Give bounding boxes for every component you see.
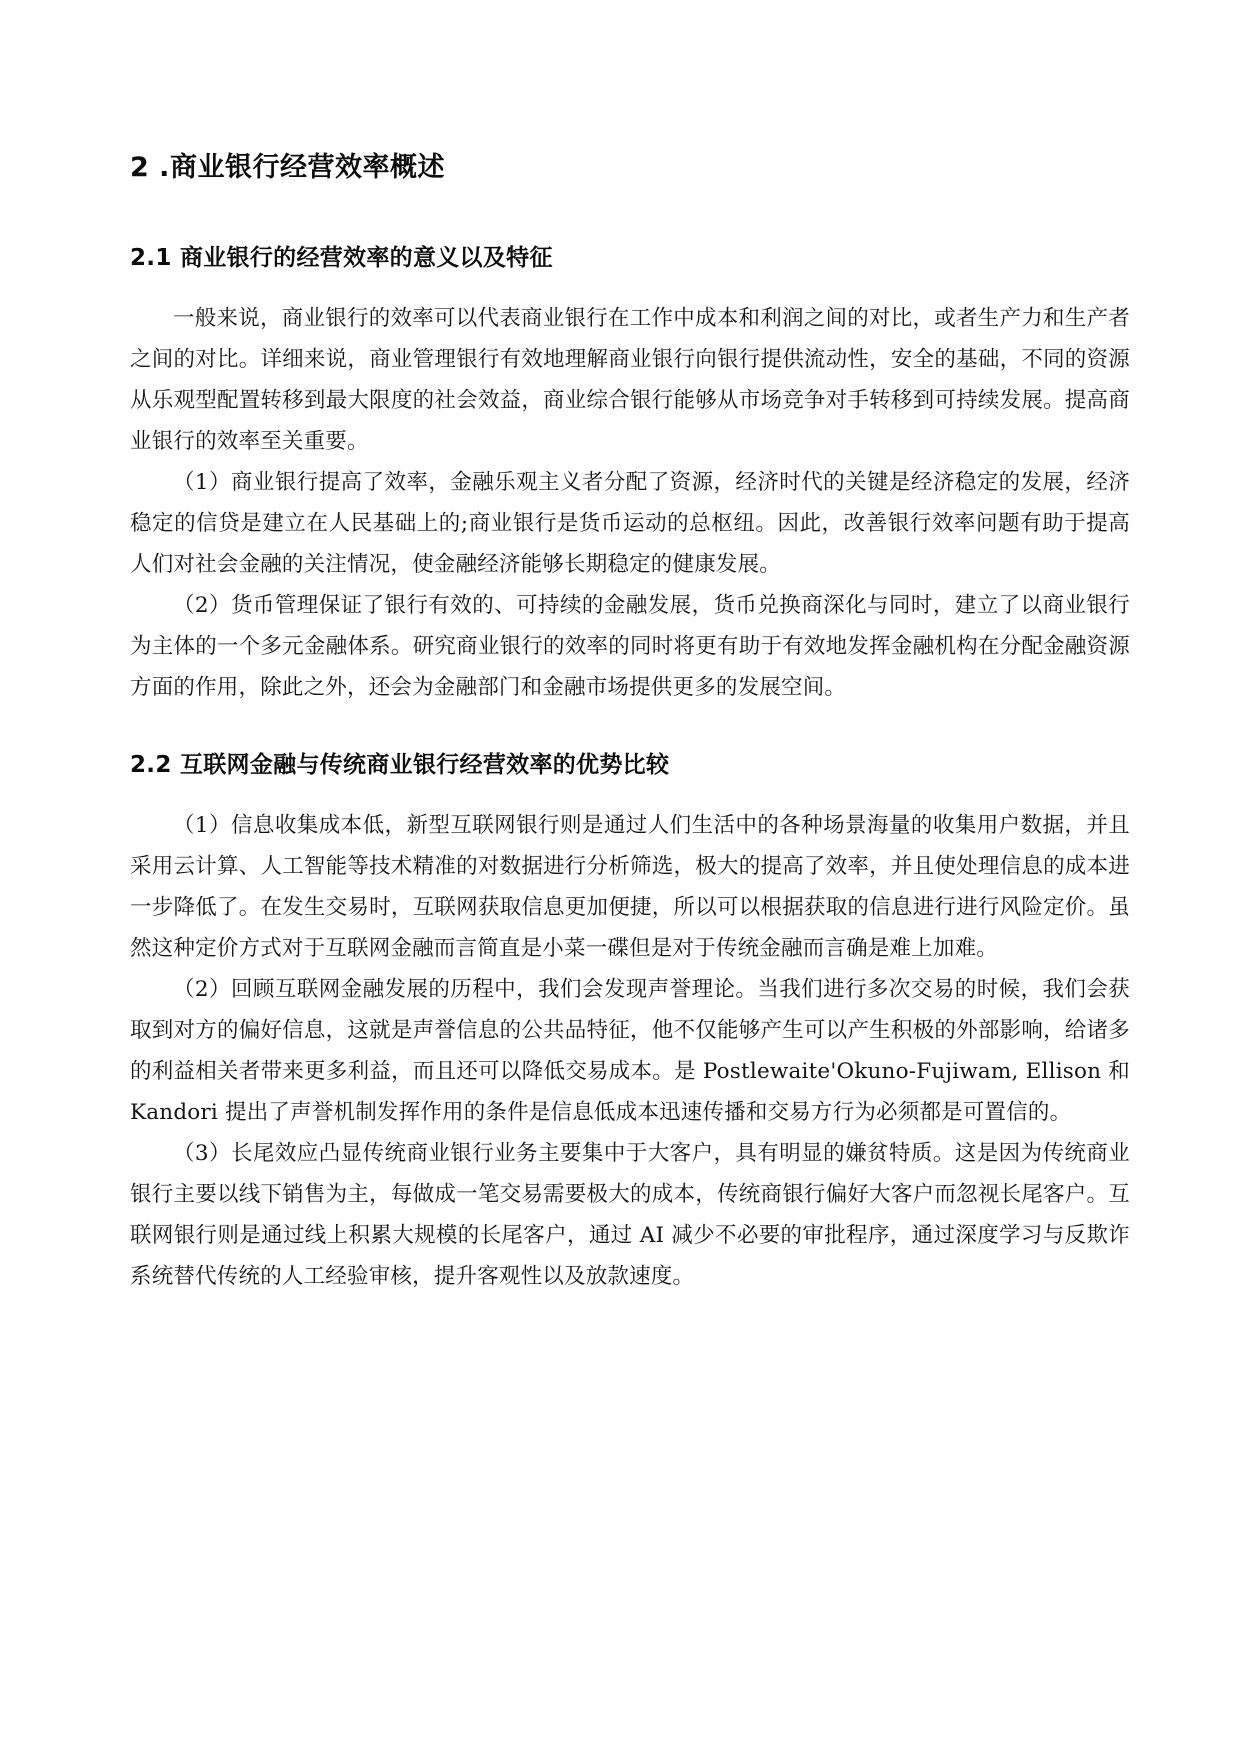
paragraph: （1）信息收集成本低，新型互联网银行则是通过人们生活中的各种场景海量的收集用户数据，并且采用云计算、人工智能等技术精准的对数据进行分析筛选，极大的提高了效率，并且使处理信息的成本进一步降低了。在发生交易时，互联网获取信息更加便捷，所以可以根据获取的信息进行进行风险定价。虽然这种定价方式对于互联网金融而言简直是小菜一碟但是对于传统金融而言确是难上加难。 (130, 813, 1130, 962)
paragraph: 一般来说，商业银行的效率可以代表商业银行在工作中成本和利润之间的对比，或者生产力和生产者之间的对比。详细来说，商业管理银行有效地理解商业银行向银行提供流动性，安全的基础，不同的资源从乐观型配置转移到最大限度的社会效益，商业综合银行能够从市场竞争对手转移到可持续发展。提高商业银行的效率至关重要。 (130, 306, 1130, 455)
section-2-1 (130, 243, 1130, 708)
paragraph: （1）商业银行提高了效率，金融乐观主义者分配了资源，经济时代的关键是经济稳定的发展，经济稳定的信贷是建立在人民基础上的;商业银行是货币运动的总枢纽。因此，改善银行效率问题有助于提高人们对社会金融的关注情况，使金融经济能够长期稳定的健康发展。 (130, 470, 1130, 578)
paragraph: （3）长尾效应凸显传统商业银行业务主要集中于大客户，具有明显的嫌贫特质。这是因为传统商业银行主要以线下销售为主，每做成一笔交易需要极大的成本，传统商银行偏好大客户而忽视长尾客户。互联网银行则是通过线上积累大规模的长尾客户，通过 AI 减少不必要的审批程序，通过深度学习与反欺诈系统替代传统的人工经验审核，提升客观性以及放款速度。 (130, 1141, 1130, 1290)
page-content (130, 150, 1130, 1297)
section-2-2-heading: 2.2 互联网金融与传统商业银行经营效率的优势比较 (130, 752, 670, 779)
section-2-1-heading: 2.1 商业银行的经营效率的意义以及特征 (130, 245, 553, 272)
chapter-heading: 2 .商业银行经营效率概述 (130, 152, 445, 183)
section-2-2 (130, 750, 1130, 1297)
paragraph: （2）货币管理保证了银行有效的、可持续的金融发展，货币兑换商深化与同时，建立了以商业银行为主体的一个多元金融体系。研究商业银行的效率的同时将更有助于有效地发挥金融机构在分配金融资源方面的作用，除此之外，还会为金融部门和金融市场提供更多的发展空间。 (130, 593, 1130, 701)
paragraph: （2）回顾互联网金融发展的历程中，我们会发现声誉理论。当我们进行多次交易的时候，我们会获取到对方的偏好信息，这就是声誉信息的公共品特征，他不仅能够产生可以产生积极的外部影响，给诸多的利益相关者带来更多利益，而且还可以降低交易成本。是 Postlewaite'Okuno-Fujiwam, Ellison 和 Kandori 提出了声誉机制发挥作用的条件是信息低成本迅速传播和交易方行为必须都是可置信的。 (130, 977, 1130, 1126)
